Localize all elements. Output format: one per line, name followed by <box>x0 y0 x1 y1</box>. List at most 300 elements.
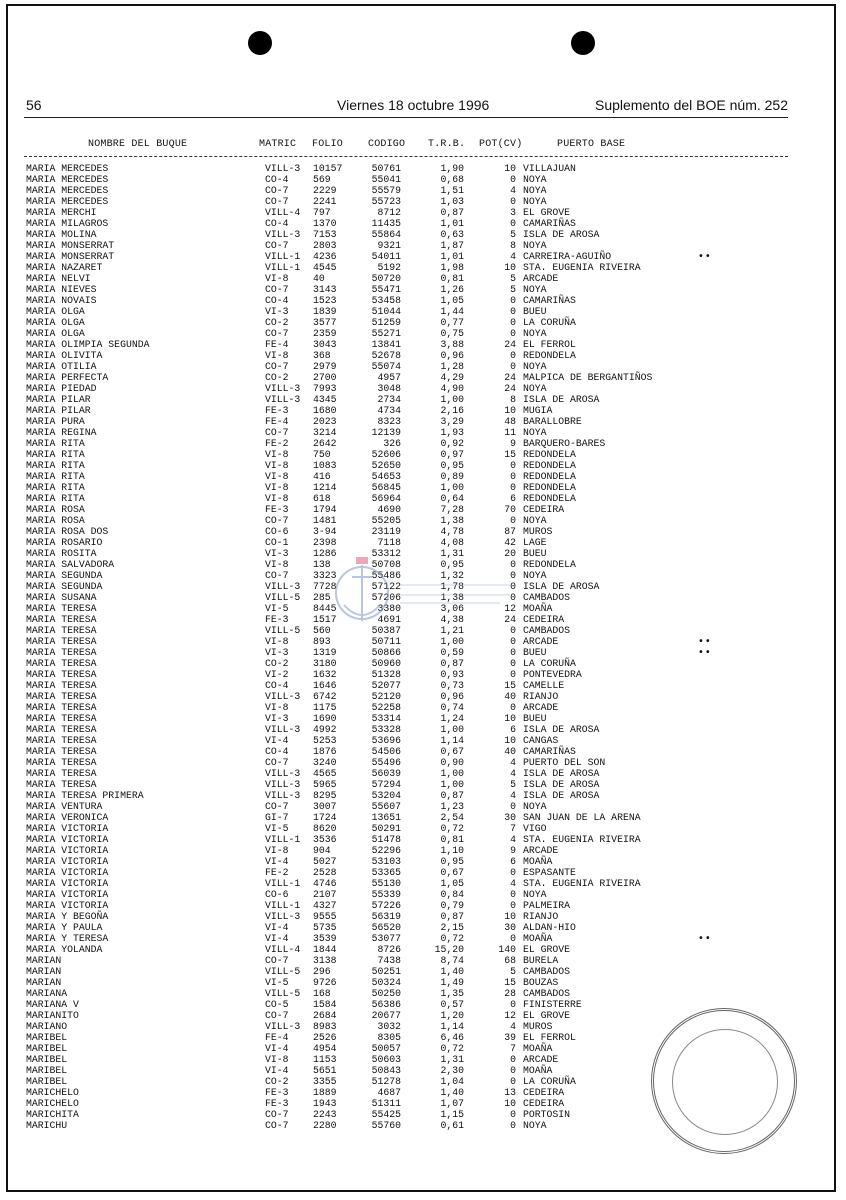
registration-cell: VI-8 <box>265 559 289 570</box>
vessel-name-cell: MARIA SEGUNDA <box>26 581 103 592</box>
tonnage-cell: 0,72 <box>440 823 464 834</box>
code-cell: 56039 <box>371 768 401 779</box>
registration-cell: VI-4 <box>265 922 289 933</box>
folio-cell: 1876 <box>313 746 337 757</box>
code-cell: 23119 <box>371 526 401 537</box>
table-row <box>0 988 846 999</box>
power-cell: 4 <box>510 768 516 779</box>
power-cell: 0 <box>510 317 516 328</box>
folio-cell: 2107 <box>313 889 337 900</box>
code-cell: 54506 <box>371 746 401 757</box>
code-cell: 7438 <box>377 955 401 966</box>
home-port-cell: BARALLOBRE <box>523 416 582 427</box>
registration-cell: FE-3 <box>265 405 289 416</box>
table-row <box>0 669 846 680</box>
folio-cell: 3007 <box>313 801 337 812</box>
code-cell: 55205 <box>371 515 401 526</box>
tonnage-cell: 0,96 <box>440 350 464 361</box>
home-port-cell: LA CORUÑA <box>523 317 576 328</box>
code-cell: 55074 <box>371 361 401 372</box>
code-cell: 7118 <box>377 537 401 548</box>
home-port-cell: LA CORUÑA <box>523 1076 576 1087</box>
tonnage-cell: 2,54 <box>440 812 464 823</box>
vessel-name-cell: MARIA RITA <box>26 438 85 449</box>
home-port-cell: BURELA <box>523 955 559 966</box>
folio-cell: 4565 <box>313 768 337 779</box>
code-cell: 5192 <box>377 262 401 273</box>
registration-cell: VILL-1 <box>265 878 301 889</box>
power-cell: 48 <box>504 416 516 427</box>
folio-cell: 797 <box>313 207 331 218</box>
power-cell: 0 <box>510 1065 516 1076</box>
registration-cell: VI-2 <box>265 669 289 680</box>
code-cell: 50057 <box>371 1043 401 1054</box>
registration-cell: FE-3 <box>265 1098 289 1109</box>
code-cell: 55130 <box>371 878 401 889</box>
home-port-cell: BUEU <box>523 548 547 559</box>
home-port-cell: RIANJO <box>523 691 559 702</box>
code-cell: 4690 <box>377 504 401 515</box>
power-cell: 0 <box>510 1054 516 1065</box>
tonnage-cell: 2,16 <box>440 405 464 416</box>
registration-cell: CO-7 <box>265 1010 289 1021</box>
registration-cell: VI-8 <box>265 471 289 482</box>
power-cell: 0 <box>510 900 516 911</box>
home-port-cell: MOAÑA <box>523 933 553 944</box>
code-cell: 53103 <box>371 856 401 867</box>
home-port-cell: BARQUERO-BARES <box>523 438 606 449</box>
power-cell: 9 <box>510 438 516 449</box>
home-port-cell: NOYA <box>523 427 547 438</box>
vessel-name-cell: MARIA TERESA <box>26 614 97 625</box>
column-headers <box>0 139 846 153</box>
vessel-name-cell: MARIA ROSA <box>26 515 85 526</box>
punch-hole-left <box>248 31 272 55</box>
folio-cell: 904 <box>313 845 331 856</box>
tonnage-cell: 0,63 <box>440 229 464 240</box>
power-cell: 0 <box>510 471 516 482</box>
table-row <box>0 427 846 438</box>
folio-cell: 2229 <box>313 185 337 196</box>
folio-cell: 285 <box>313 592 331 603</box>
table-row <box>0 812 846 823</box>
registration-cell: VILL-3 <box>265 790 301 801</box>
folio-cell: 3138 <box>313 955 337 966</box>
vessel-name-cell: MARIA RITA <box>26 493 85 504</box>
power-cell: 0 <box>510 174 516 185</box>
tonnage-cell: 2,30 <box>440 1065 464 1076</box>
folio-cell: 3577 <box>313 317 337 328</box>
registration-cell: VILL-3 <box>265 1021 301 1032</box>
code-cell: 55760 <box>371 1120 401 1131</box>
folio-cell: 3536 <box>313 834 337 845</box>
code-cell: 51311 <box>371 1098 401 1109</box>
vessel-name-cell: MARIA TERESA <box>26 658 97 669</box>
folio-cell: 1175 <box>313 702 337 713</box>
home-port-cell: NOYA <box>523 1120 547 1131</box>
registration-cell: VI-8 <box>265 482 289 493</box>
folio-cell: 2241 <box>313 196 337 207</box>
table-row <box>0 405 846 416</box>
home-port-cell: NOYA <box>523 174 547 185</box>
folio-cell: 2243 <box>313 1109 337 1120</box>
folio-cell: 416 <box>313 471 331 482</box>
tonnage-cell: 15,20 <box>434 944 464 955</box>
registration-cell: FE-3 <box>265 1087 289 1098</box>
folio-cell: 6742 <box>313 691 337 702</box>
vessel-name-cell: MARIA TERESA PRIMERA <box>26 790 144 801</box>
tonnage-cell: 0,87 <box>440 911 464 922</box>
vessel-name-cell: MARIA NELVI <box>26 273 91 284</box>
table-row <box>0 691 846 702</box>
registration-cell: FE-4 <box>265 339 289 350</box>
registration-cell: VILL-3 <box>265 911 301 922</box>
tonnage-cell: 1,15 <box>440 1109 464 1120</box>
tonnage-cell: 0,64 <box>440 493 464 504</box>
folio-cell: 2359 <box>313 328 337 339</box>
registration-cell: VI-8 <box>265 460 289 471</box>
table-row <box>0 966 846 977</box>
power-cell: 4 <box>510 878 516 889</box>
folio-cell: 4345 <box>313 394 337 405</box>
folio-cell: 618 <box>313 493 331 504</box>
home-port-cell: EL GROVE <box>523 944 571 955</box>
power-cell: 5 <box>510 966 516 977</box>
code-cell: 57122 <box>371 581 401 592</box>
home-port-cell: MOAÑA <box>523 856 553 867</box>
home-port-cell: PONTEVEDRA <box>523 669 582 680</box>
registration-cell: VI-3 <box>265 647 289 658</box>
table-row <box>0 251 846 262</box>
power-cell: 87 <box>504 526 516 537</box>
table-row <box>0 647 846 658</box>
home-port-cell: LAGE <box>523 537 547 548</box>
folio-cell: 3214 <box>313 427 337 438</box>
vessel-name-cell: MARIBEL <box>26 1076 68 1087</box>
folio-cell: 2398 <box>313 537 337 548</box>
table-row <box>0 218 846 229</box>
tonnage-cell: 0,75 <box>440 328 464 339</box>
code-cell: 51328 <box>371 669 401 680</box>
code-cell: 12139 <box>371 427 401 438</box>
vessel-name-cell: MARIA ROSA <box>26 504 85 515</box>
table-row <box>0 229 846 240</box>
annotation-mark-cell: •• <box>698 636 712 647</box>
table-row <box>0 702 846 713</box>
code-cell: 56319 <box>371 911 401 922</box>
registration-cell: CO-7 <box>265 757 289 768</box>
tonnage-cell: 0,93 <box>440 669 464 680</box>
vessel-name-cell: MARICHELO <box>26 1087 79 1098</box>
tonnage-cell: 1,07 <box>440 1098 464 1109</box>
code-cell: 51044 <box>371 306 401 317</box>
registration-cell: CO-6 <box>265 526 289 537</box>
home-port-cell: REDONDELA <box>523 482 576 493</box>
folio-cell: 3180 <box>313 658 337 669</box>
power-cell: 10 <box>504 911 516 922</box>
tonnage-cell: 1,40 <box>440 1087 464 1098</box>
code-cell: 51278 <box>371 1076 401 1087</box>
code-cell: 13651 <box>371 812 401 823</box>
registration-cell: VILL-4 <box>265 207 301 218</box>
folio-cell: 9555 <box>313 911 337 922</box>
tonnage-cell: 0,90 <box>440 757 464 768</box>
vessel-name-cell: MARIBEL <box>26 1032 68 1043</box>
power-cell: 0 <box>510 889 516 900</box>
table-row <box>0 856 846 867</box>
registration-cell: CO-7 <box>265 240 289 251</box>
table-row <box>0 878 846 889</box>
folio-cell: 7993 <box>313 383 337 394</box>
vessel-name-cell: MARIA RITA <box>26 449 85 460</box>
vessel-name-cell: MARIA TERESA <box>26 691 97 702</box>
annotation-mark-cell: •• <box>698 647 712 658</box>
code-cell: 51259 <box>371 317 401 328</box>
tonnage-cell: 0,73 <box>440 680 464 691</box>
table-row <box>0 394 846 405</box>
code-cell: 56964 <box>371 493 401 504</box>
table-row <box>0 834 846 845</box>
code-cell: 20677 <box>371 1010 401 1021</box>
code-cell: 55864 <box>371 229 401 240</box>
code-cell: 55425 <box>371 1109 401 1120</box>
registration-cell: CO-4 <box>265 295 289 306</box>
code-cell: 50387 <box>371 625 401 636</box>
code-cell: 50720 <box>371 273 401 284</box>
vessel-name-cell: MARIA VICTORIA <box>26 823 109 834</box>
tonnage-cell: 1,35 <box>440 988 464 999</box>
registration-cell: VILL-1 <box>265 251 301 262</box>
tonnage-cell: 0,61 <box>440 1120 464 1131</box>
tonnage-cell: 0,72 <box>440 1043 464 1054</box>
home-port-cell: BOUZAS <box>523 977 559 988</box>
home-port-cell: NOYA <box>523 383 547 394</box>
home-port-cell: EL GROVE <box>523 207 571 218</box>
folio-cell: 4954 <box>313 1043 337 1054</box>
folio-cell: 5253 <box>313 735 337 746</box>
home-port-cell: CANGAS <box>523 735 559 746</box>
table-row <box>0 174 846 185</box>
power-cell: 0 <box>510 801 516 812</box>
code-cell: 50711 <box>371 636 401 647</box>
watermark-anchor-icon <box>330 553 520 643</box>
power-cell: 5 <box>510 284 516 295</box>
code-cell: 50291 <box>371 823 401 834</box>
folio-cell: 2642 <box>313 438 337 449</box>
code-cell: 8305 <box>377 1032 401 1043</box>
power-cell: 0 <box>510 1120 516 1131</box>
folio-cell: 1523 <box>313 295 337 306</box>
tonnage-cell: 3,29 <box>440 416 464 427</box>
folio-cell: 8295 <box>313 790 337 801</box>
table-row <box>0 471 846 482</box>
vessel-name-cell: MARIA RITA <box>26 482 85 493</box>
power-cell: 24 <box>504 339 516 350</box>
power-cell: 0 <box>510 218 516 229</box>
folio-cell: 2979 <box>313 361 337 372</box>
power-cell: 8 <box>510 394 516 405</box>
registration-cell: VI-4 <box>265 856 289 867</box>
folio-cell: 569 <box>313 174 331 185</box>
folio-cell: 8620 <box>313 823 337 834</box>
registration-cell: FE-3 <box>265 614 289 625</box>
power-cell: 0 <box>510 581 516 592</box>
home-port-cell: PORTOSIN <box>523 1109 571 1120</box>
registration-cell: CO-6 <box>265 889 289 900</box>
power-cell: 6 <box>510 724 516 735</box>
registration-cell: CO-4 <box>265 746 289 757</box>
home-port-cell: STA. EUGENIA RIVEIRA <box>523 262 641 273</box>
vessel-name-cell: MARIBEL <box>26 1065 68 1076</box>
code-cell: 50960 <box>371 658 401 669</box>
home-port-cell: MUROS <box>523 1021 553 1032</box>
power-cell: 0 <box>510 559 516 570</box>
vessel-name-cell: MARIA NIEVES <box>26 284 97 295</box>
tonnage-cell: 1,38 <box>440 592 464 603</box>
column-header-codigo: CODIGO <box>368 139 406 150</box>
vessel-name-cell: MARIANITO <box>26 1010 79 1021</box>
code-cell: 50708 <box>371 559 401 570</box>
registration-cell: CO-7 <box>265 361 289 372</box>
home-port-cell: ALDAN-HIO <box>523 922 576 933</box>
code-cell: 53328 <box>371 724 401 735</box>
table-row <box>0 801 846 812</box>
folio-cell: 138 <box>313 559 331 570</box>
vessel-name-cell: MARIA NOVAIS <box>26 295 97 306</box>
home-port-cell: BUEU <box>523 713 547 724</box>
tonnage-cell: 0,59 <box>440 647 464 658</box>
tonnage-cell: 1,05 <box>440 295 464 306</box>
folio-cell: 1214 <box>313 482 337 493</box>
power-cell: 0 <box>510 999 516 1010</box>
code-cell: 53458 <box>371 295 401 306</box>
tonnage-cell: 1,01 <box>440 251 464 262</box>
folio-cell: 7153 <box>313 229 337 240</box>
code-cell: 56520 <box>371 922 401 933</box>
table-row <box>0 933 846 944</box>
home-port-cell: LA CORUÑA <box>523 658 576 669</box>
folio-cell: 5735 <box>313 922 337 933</box>
punch-hole-right <box>571 31 595 55</box>
table-row <box>0 823 846 834</box>
registration-cell: VI-8 <box>265 493 289 504</box>
folio-cell: 5027 <box>313 856 337 867</box>
vessel-name-cell: MARIA YOLANDA <box>26 944 103 955</box>
vessel-name-cell: MARIA VICTORIA <box>26 845 109 856</box>
tonnage-cell: 0,79 <box>440 900 464 911</box>
folio-cell: 9726 <box>313 977 337 988</box>
power-cell: 4 <box>510 1021 516 1032</box>
table-row <box>0 724 846 735</box>
tonnage-cell: 1,87 <box>440 240 464 251</box>
annotation-mark-cell: •• <box>698 933 712 944</box>
power-cell: 10 <box>504 735 516 746</box>
table-row <box>0 328 846 339</box>
home-port-cell: ISLA DE AROSA <box>523 790 600 801</box>
vessel-name-cell: MARIANA <box>26 988 68 999</box>
tonnage-cell: 1,40 <box>440 966 464 977</box>
vessel-name-cell: MARIA ROSARIO <box>26 537 103 548</box>
power-cell: 0 <box>510 702 516 713</box>
table-row <box>0 922 846 933</box>
power-cell: 10 <box>504 405 516 416</box>
tonnage-cell: 1,78 <box>440 581 464 592</box>
vessel-name-cell: MARIA Y PAULA <box>26 922 103 933</box>
code-cell: 51478 <box>371 834 401 845</box>
table-row <box>0 372 846 383</box>
registration-cell: VI-8 <box>265 350 289 361</box>
power-cell: 0 <box>510 592 516 603</box>
vessel-name-cell: MARIA MILAGROS <box>26 218 109 229</box>
tonnage-cell: 0,87 <box>440 207 464 218</box>
registration-cell: VILL-3 <box>265 383 301 394</box>
vessel-name-cell: MARICHITA <box>26 1109 79 1120</box>
power-cell: 42 <box>504 537 516 548</box>
power-cell: 4 <box>510 251 516 262</box>
home-port-cell: NOYA <box>523 361 547 372</box>
table-row <box>0 867 846 878</box>
home-port-cell: NOYA <box>523 196 547 207</box>
power-cell: 0 <box>510 482 516 493</box>
code-cell: 50866 <box>371 647 401 658</box>
tonnage-cell: 0,92 <box>440 438 464 449</box>
folio-cell: 3240 <box>313 757 337 768</box>
power-cell: 0 <box>510 867 516 878</box>
code-cell: 3048 <box>377 383 401 394</box>
home-port-cell: NOYA <box>523 570 547 581</box>
page-header <box>24 97 788 118</box>
registration-cell: VI-3 <box>265 548 289 559</box>
folio-cell: 1584 <box>313 999 337 1010</box>
tonnage-cell: 1,00 <box>440 779 464 790</box>
power-cell: 10 <box>504 163 516 174</box>
vessel-name-cell: MARIAN <box>26 955 62 966</box>
code-cell: 9321 <box>377 240 401 251</box>
vessel-name-cell: MARIA MONSERRAT <box>26 240 115 251</box>
power-cell: 30 <box>504 922 516 933</box>
power-cell: 0 <box>510 328 516 339</box>
registration-cell: CO-7 <box>265 1120 289 1131</box>
home-port-cell: PUERTO DEL SON <box>523 757 606 768</box>
vessel-name-cell: MARIA VERONICA <box>26 812 109 823</box>
home-port-cell: CEDEIRA <box>523 1098 565 1109</box>
home-port-cell: CAMELLE <box>523 680 565 691</box>
folio-cell: 3-94 <box>313 526 337 537</box>
registration-cell: CO-7 <box>265 185 289 196</box>
registration-cell: CO-5 <box>265 999 289 1010</box>
registration-cell: FE-3 <box>265 504 289 515</box>
vessel-name-cell: MARIA TERESA <box>26 702 97 713</box>
tonnage-cell: 8,74 <box>440 955 464 966</box>
table-row <box>0 361 846 372</box>
registration-cell: CO-7 <box>265 196 289 207</box>
code-cell: 53314 <box>371 713 401 724</box>
code-cell: 52678 <box>371 350 401 361</box>
home-port-cell: CAMBADOS <box>523 592 571 603</box>
tonnage-cell: 0,72 <box>440 933 464 944</box>
code-cell: 57226 <box>371 900 401 911</box>
home-port-cell: ARCADE <box>523 273 559 284</box>
registration-cell: VI-5 <box>265 823 289 834</box>
power-cell: 40 <box>504 746 516 757</box>
tonnage-cell: 6,46 <box>440 1032 464 1043</box>
registration-cell: CO-4 <box>265 680 289 691</box>
tonnage-cell: 4,08 <box>440 537 464 548</box>
power-cell: 24 <box>504 372 516 383</box>
vessel-name-cell: MARIA PERFECTA <box>26 372 109 383</box>
tonnage-cell: 1,93 <box>440 427 464 438</box>
table-row <box>0 713 846 724</box>
